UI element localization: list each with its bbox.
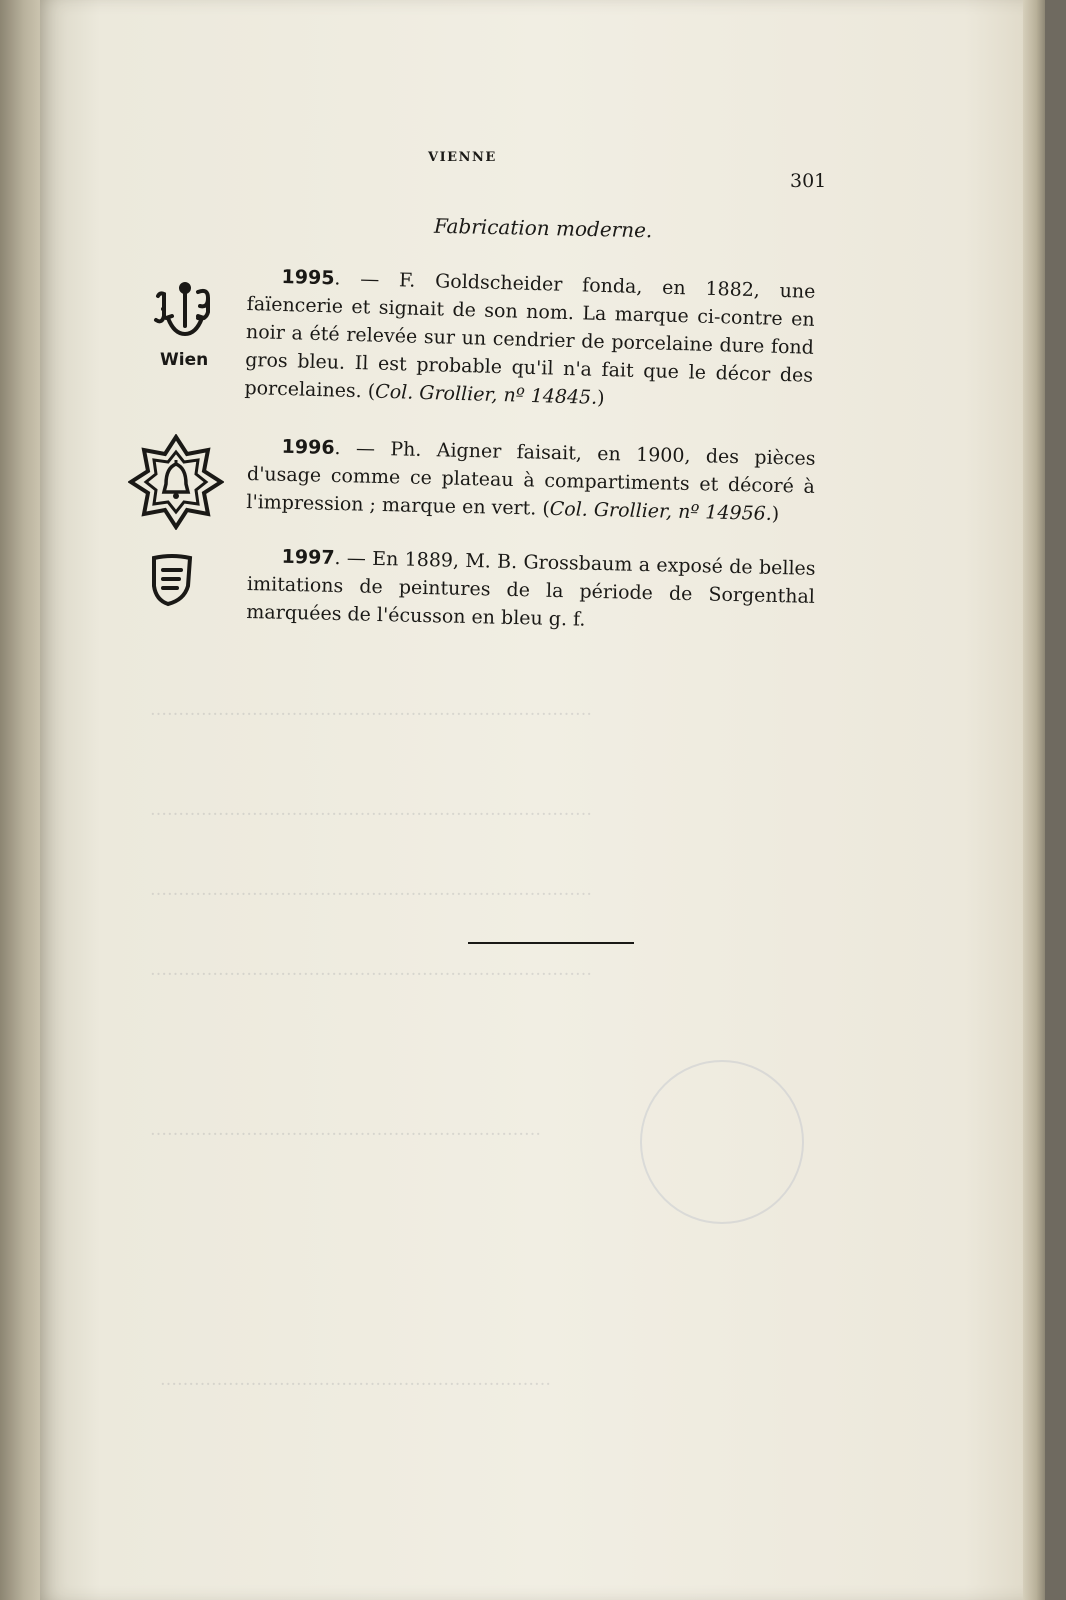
- shield-mark-icon: [148, 552, 196, 608]
- section-end-rule: [468, 942, 634, 944]
- entry-number: 1997: [281, 545, 335, 569]
- anchor-monogram-mark-icon: [148, 282, 222, 348]
- running-head: VIENNE: [428, 150, 497, 165]
- show-through-stamp: [640, 1060, 804, 1224]
- entry-citation: Col. Grollier, nº 14845.: [374, 380, 598, 409]
- entry-text: . — Ph. Aigner faisait, en 1900, des pièces d'usage comme ce plateau à compartiments et décoré à l'impression ; marque en vert. (: [246, 436, 816, 520]
- entry-text: . — En 1889, M. B. Grossbaum a exposé de belles imitations de peintures de la période de Sorgenthal marquées de l'écusson en bleu g. f.: [246, 546, 816, 631]
- entry-citation: Col. Grollier, nº 14956.: [549, 497, 773, 525]
- show-through-text: ……………………………………………………………: [160, 1370, 551, 1390]
- entry-number: 1996: [281, 435, 335, 459]
- entry-closing: ): [596, 386, 605, 410]
- show-through-text: ……………………………………………………………………: [150, 960, 592, 980]
- show-through-text: ……………………………………………………………: [150, 1120, 541, 1140]
- show-through-text: ……………………………………………………………………: [150, 700, 592, 720]
- star-bell-mark-icon: [128, 434, 224, 530]
- page-number: 301: [790, 170, 827, 192]
- wien-mark-label: Wien: [160, 350, 209, 370]
- catalogue-entry-1997: [246, 542, 816, 639]
- facing-page-edge: [0, 0, 45, 1600]
- entry-number: 1995: [281, 265, 335, 290]
- catalogue-entry-1996: [246, 432, 816, 529]
- section-title: Fabrication moderne.: [433, 213, 653, 243]
- page-fore-edge: [1023, 0, 1045, 1600]
- show-through-text: ……………………………………………………………………: [150, 800, 592, 820]
- catalogue-entry-1995: [244, 262, 816, 418]
- show-through-text: ……………………………………………………………………: [150, 880, 592, 900]
- entry-closing: ): [771, 502, 780, 526]
- entry-text: . — F. Goldscheider fonda, en 1882, une faïencerie et signait de son nom. La marque ci-contre en noir a été relevée sur un cendrier de porcelaine dure fond gros bleu. Il est probable qu'il n'a fait que le décor des porcelaines. (: [244, 267, 816, 403]
